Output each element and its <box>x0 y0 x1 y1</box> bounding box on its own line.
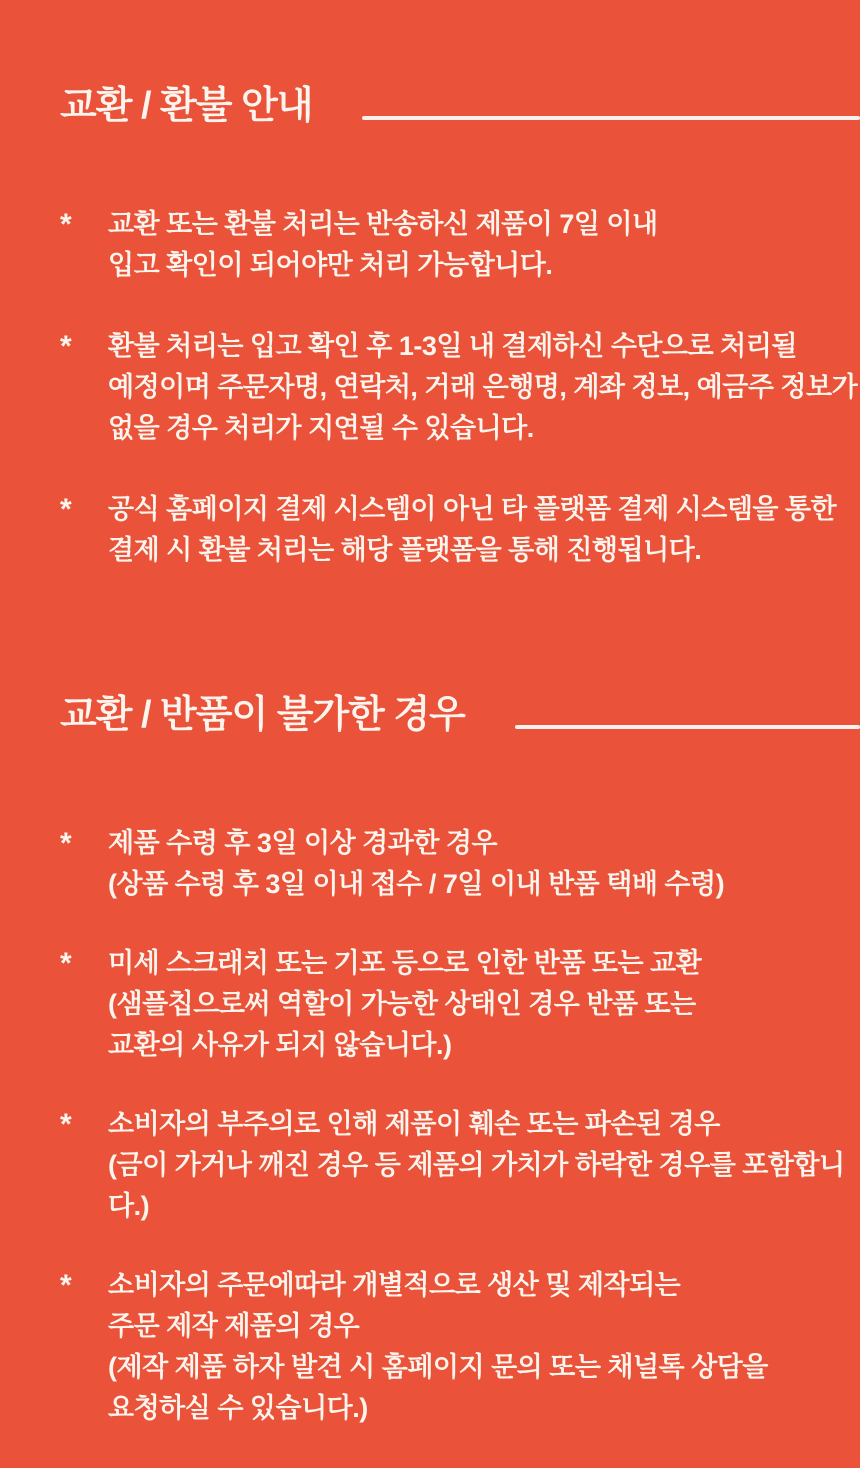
bullet-line: (상품 수령 후 3일 이내 접수 / 7일 이내 반품 택배 수령) <box>108 869 725 899</box>
bullet-line: 소비자의 주문에따라 개별적으로 생산 및 제작되는 <box>108 1270 681 1300</box>
section-heading-row <box>60 693 860 737</box>
bullet-line: (금이 가거나 깨진 경우 등 제품의 가치가 하락한 경우를 포함합니다.) <box>108 1150 845 1221</box>
bullet-text <box>108 1104 860 1227</box>
bullet-line: 소비자의 부주의로 인해 제품이 훼손 또는 파손된 경우 <box>108 1109 720 1139</box>
section-title: 교환 / 반품이 불가한 경우 <box>60 694 465 736</box>
bullet-line: 제품 수령 후 3일 이상 경과한 경우 <box>108 828 498 858</box>
bullet-line: 교환의 사유가 되지 않습니다.) <box>108 1030 452 1060</box>
bullet-list <box>60 204 860 571</box>
bullet-item <box>60 943 860 1066</box>
bullet-line: 없을 경우 처리가 지연될 수 있습니다. <box>108 413 534 443</box>
asterisk-marker: * <box>60 493 72 526</box>
bullet-line: (제작 제품 하자 발견 시 홈페이지 문의 또는 채널톡 상담을 <box>108 1352 768 1382</box>
asterisk-marker: * <box>60 827 72 860</box>
asterisk-marker: * <box>60 208 72 241</box>
section-heading-row <box>60 84 860 128</box>
bullet-line: 주문 제작 제품의 경우 <box>108 1311 360 1341</box>
bullet-text <box>108 489 836 571</box>
bullet-text <box>108 1265 768 1429</box>
bullet-text <box>108 204 658 286</box>
heading-divider-line <box>515 725 860 729</box>
bullet-line: 요청하실 수 있습니다.) <box>108 1393 368 1423</box>
section-title: 교환 / 환불 안내 <box>60 85 313 127</box>
heading-divider-line <box>362 116 860 120</box>
bullet-item <box>60 1265 860 1429</box>
bullet-item <box>60 489 860 571</box>
bullet-line: 결제 시 환불 처리는 해당 플랫폼을 통해 진행됩니다. <box>108 535 702 565</box>
bullet-line: 환불 처리는 입고 확인 후 1-3일 내 결제하신 수단으로 처리될 <box>108 331 797 361</box>
bullet-line: 미세 스크래치 또는 기포 등으로 인한 반품 또는 교환 <box>108 948 702 978</box>
bullet-text <box>108 943 701 1066</box>
bullet-line: 입고 확인이 되어야만 처리 가능합니다. <box>108 250 553 280</box>
bullet-line: 교환 또는 환불 처리는 반송하신 제품이 7일 이내 <box>108 209 658 239</box>
bullet-text <box>108 326 857 449</box>
bullet-item <box>60 204 860 286</box>
section-no-exchange-return-cases <box>60 693 860 1429</box>
asterisk-marker: * <box>60 1269 72 1302</box>
bullet-item <box>60 326 860 449</box>
bullet-text <box>108 823 724 905</box>
bullet-line: (샘플칩으로써 역할이 가능한 상태인 경우 반품 또는 <box>108 989 696 1019</box>
bullet-line: 공식 홈페이지 결제 시스템이 아닌 타 플랫폼 결제 시스템을 통한 <box>108 494 837 524</box>
bullet-line: 예정이며 주문자명, 연락처, 거래 은행명, 계좌 정보, 예금주 정보가 <box>108 372 858 402</box>
asterisk-marker: * <box>60 1108 72 1141</box>
asterisk-marker: * <box>60 947 72 980</box>
section-exchange-refund-guide <box>60 84 860 571</box>
bullet-item <box>60 823 860 905</box>
bullet-item <box>60 1104 860 1227</box>
bullet-list <box>60 823 860 1429</box>
asterisk-marker: * <box>60 330 72 363</box>
